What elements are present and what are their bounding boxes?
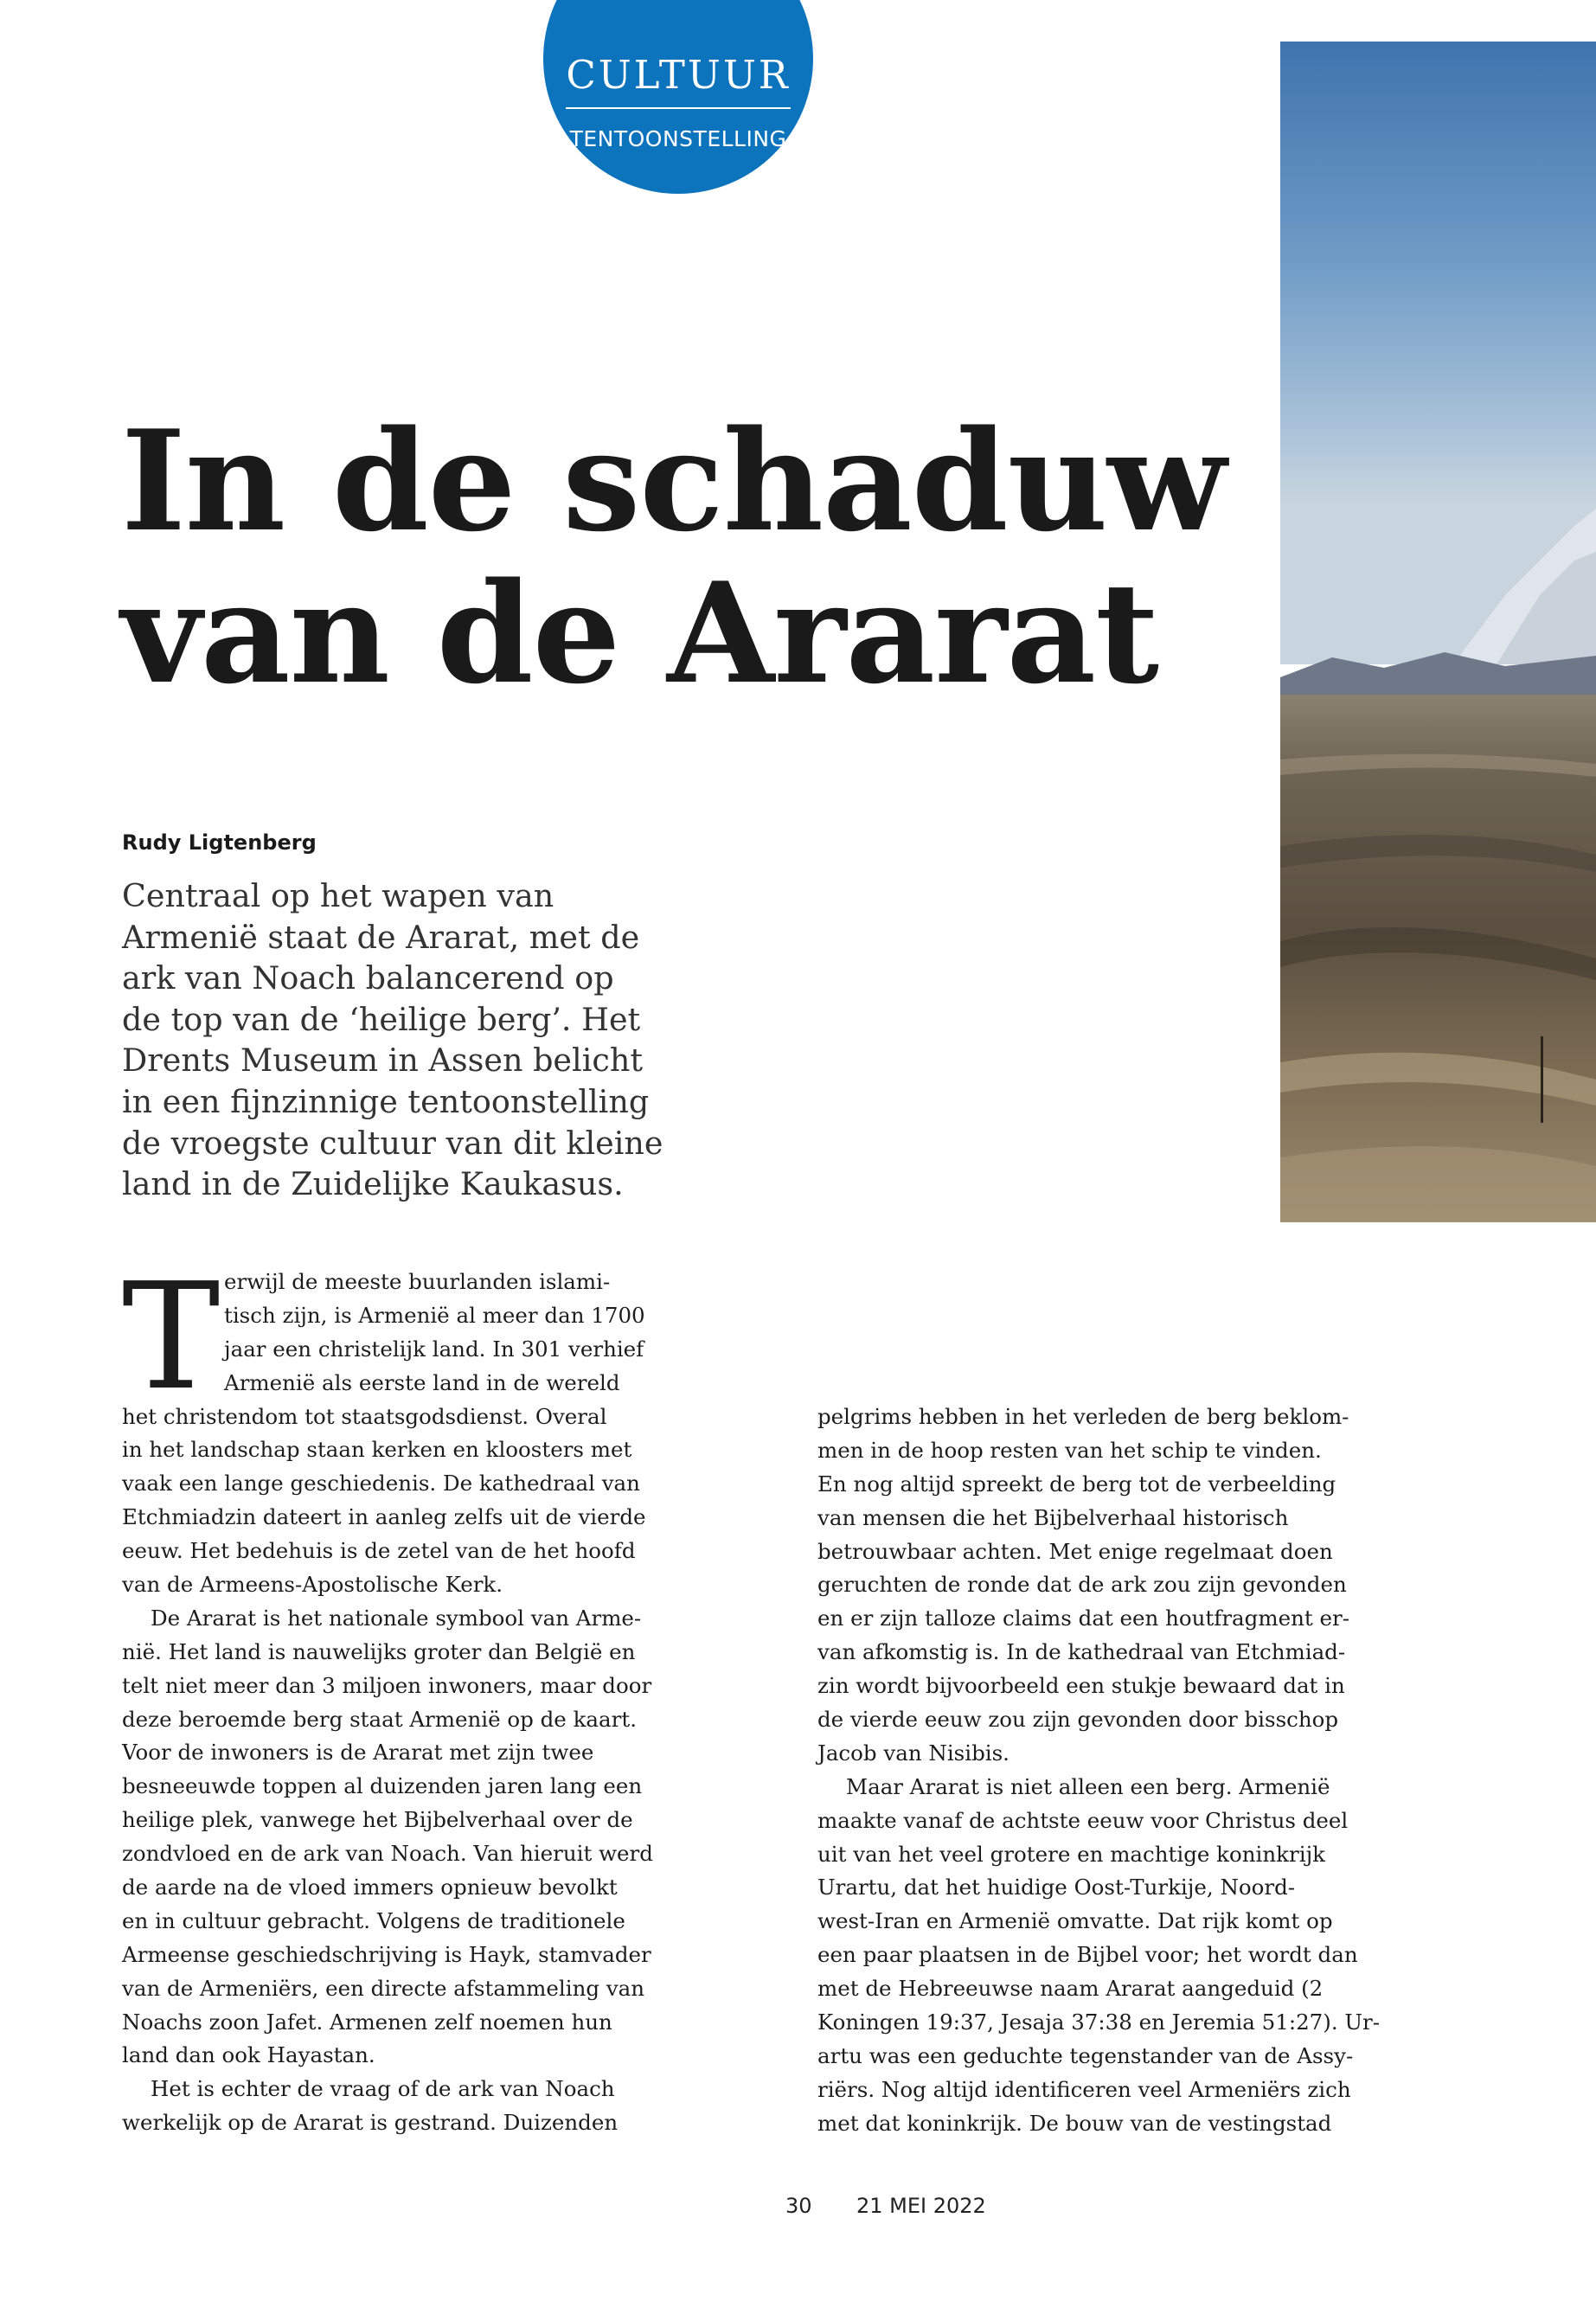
body-line: land dan ook Hayastan.	[122, 2042, 375, 2068]
body-line: van de Armeniërs, een directe afstammeling van	[122, 1975, 645, 2001]
body-line: Urartu, dat het huidige Oost-Turkije, Noord-	[817, 1875, 1296, 1900]
lead-line: Centraal op het wapen van	[122, 877, 554, 914]
body-line: uit van het veel grotere en machtige koninkrijk	[817, 1841, 1326, 1867]
lead-line: in een fijnzinnige tentoonstelling	[122, 1082, 650, 1120]
body-line: Koningen 19:37, Jesaja 37:38 en Jeremia 51:27). Ur-	[817, 2009, 1381, 2035]
body-line: besneeuwde toppen al duizenden jaren lang een	[122, 1773, 643, 1799]
body-line: pelgrims hebben in het verleden de berg beklom-	[817, 1404, 1349, 1429]
headline-line: van de Ararat	[121, 552, 1159, 715]
body-line: Armeense geschiedschrijving is Hayk, stamvader	[122, 1941, 651, 1967]
page-number: 30	[785, 2194, 812, 2218]
body-line: betrouwbaar achten. Met enige regelmaat doen	[817, 1538, 1333, 1564]
body-line: een paar plaatsen in de Bijbel voor; het wordt dan	[817, 1942, 1358, 1968]
body-line: van de Armeens-Apostolische Kerk.	[122, 1572, 503, 1598]
body-line: Armenië als eerste land in de wereld	[224, 1369, 620, 1395]
drop-cap: T	[122, 1252, 221, 1423]
body-line: Het is echter de vraag of de ark van Noach	[151, 2076, 615, 2102]
body-line: van afkomstig is. In de kathedraal van Etchmiad-	[817, 1639, 1346, 1665]
body-line: artu was een geduchte tegenstander van de Assy-	[817, 2042, 1354, 2068]
body-line: van mensen die het Bijbelverhaal historisch	[817, 1504, 1289, 1530]
section-divider	[566, 107, 791, 109]
body-line: En nog altijd spreekt de berg tot de verbeelding	[817, 1471, 1336, 1497]
body-line: deze beroemde berg staat Armenië op de kaart.	[122, 1706, 637, 1732]
body-column-2	[817, 1400, 1381, 2141]
lead-line: Drents Museum in Assen belicht	[122, 1042, 644, 1080]
body-line: geruchten de ronde dat de ark zou zijn gevonden	[817, 1572, 1347, 1598]
body-line: vaak een lange geschiedenis. De kathedraal van	[122, 1471, 640, 1497]
body-line: Etchmiadzin dateert in aanleg zelfs uit de vierde	[122, 1504, 646, 1530]
body-line: in het landschap staan kerken en kloosters met	[122, 1437, 632, 1463]
lead-line: de top van de ‘heilige berg’. Het	[122, 1000, 641, 1038]
body-line: telt niet meer dan 3 miljoen inwoners, maar door	[122, 1672, 652, 1698]
lead-line: Armenië staat de Ararat, met de	[122, 918, 640, 956]
body-line: eeuw. Het bedehuis is de zetel van de het hoofd	[122, 1538, 636, 1564]
body-line: men in de hoop resten van het schip te vinden.	[817, 1437, 1322, 1463]
body-line: en er zijn talloze claims dat een houtfragment er-	[817, 1606, 1349, 1631]
article-headline	[121, 400, 1246, 715]
body-line: erwijl de meeste buurlanden islami-	[224, 1269, 611, 1294]
body-line: heilige plek, vanwege het Bijbelverhaal over de	[122, 1807, 633, 1833]
section-subtitle: TENTOONSTELLING	[569, 126, 787, 151]
body-line: jaar een christelijk land. In 301 verhief	[224, 1336, 644, 1362]
body-line: en in cultuur gebracht. Volgens de traditionele	[122, 1907, 625, 1933]
lead-line: de vroegste cultuur van dit kleine	[122, 1124, 663, 1162]
body-line: het christendom tot staatsgodsdienst. Overal	[122, 1403, 607, 1429]
body-line: nië. Het land is nauwelijks groter dan België en	[122, 1638, 636, 1664]
body-line: zondvloed en de ark van Noach. Van hieruit werd	[122, 1841, 653, 1867]
body-line: met de Hebreeuwse naam Ararat aangeduid (2	[817, 1976, 1324, 2002]
section-title: CULTUUR	[566, 52, 791, 98]
author-byline: Rudy Ligtenberg	[122, 830, 317, 855]
section-badge	[543, 0, 813, 194]
body-line: tisch zijn, is Armenië al meer dan 1700	[224, 1302, 645, 1328]
body-line: met dat koninkrijk. De bouw van de vestingstad	[817, 2110, 1332, 2136]
headline-line: In de schaduw	[121, 400, 1226, 562]
body-line: riërs. Nog altijd identificeren veel Armeniërs zich	[817, 2076, 1351, 2102]
body-line: de aarde na de vloed immers opnieuw bevolkt	[122, 1875, 618, 1900]
body-line: west-Iran en Armenië omvatte. Dat rijk komt op	[817, 1908, 1333, 1934]
body-line: Maar Ararat is niet alleen een berg. Armenië	[846, 1773, 1330, 1799]
lead-line: ark van Noach balancerend op	[122, 959, 614, 997]
body-line: zin wordt bijvoorbeeld een stukje bewaard dat in	[817, 1673, 1345, 1699]
body-line: werkelijk op de Ararat is gestrand. Duizenden	[122, 2110, 619, 2136]
body-line: Noachs zoon Jafet. Armenen zelf noemen hun	[122, 2009, 612, 2035]
body-column-1	[122, 1252, 676, 2140]
issue-date: 21 MEI 2022	[856, 2194, 986, 2218]
ararat-landscape-photo	[1280, 42, 1596, 1222]
body-line: Jacob van Nisibis.	[817, 1740, 1010, 1766]
body-line: Voor de inwoners is de Ararat met zijn twee	[122, 1740, 594, 1766]
lead-paragraph	[122, 875, 684, 1205]
landscape-image	[1280, 42, 1596, 1222]
lead-line: land in de Zuidelijke Kaukasus.	[122, 1165, 624, 1203]
body-line: maakte vanaf de achtste eeuw voor Christus deel	[817, 1807, 1349, 1833]
body-line: de vierde eeuw zou zijn gevonden door bisschop	[817, 1707, 1339, 1733]
body-line: De Ararat is het nationale symbool van Arme-	[151, 1605, 642, 1631]
